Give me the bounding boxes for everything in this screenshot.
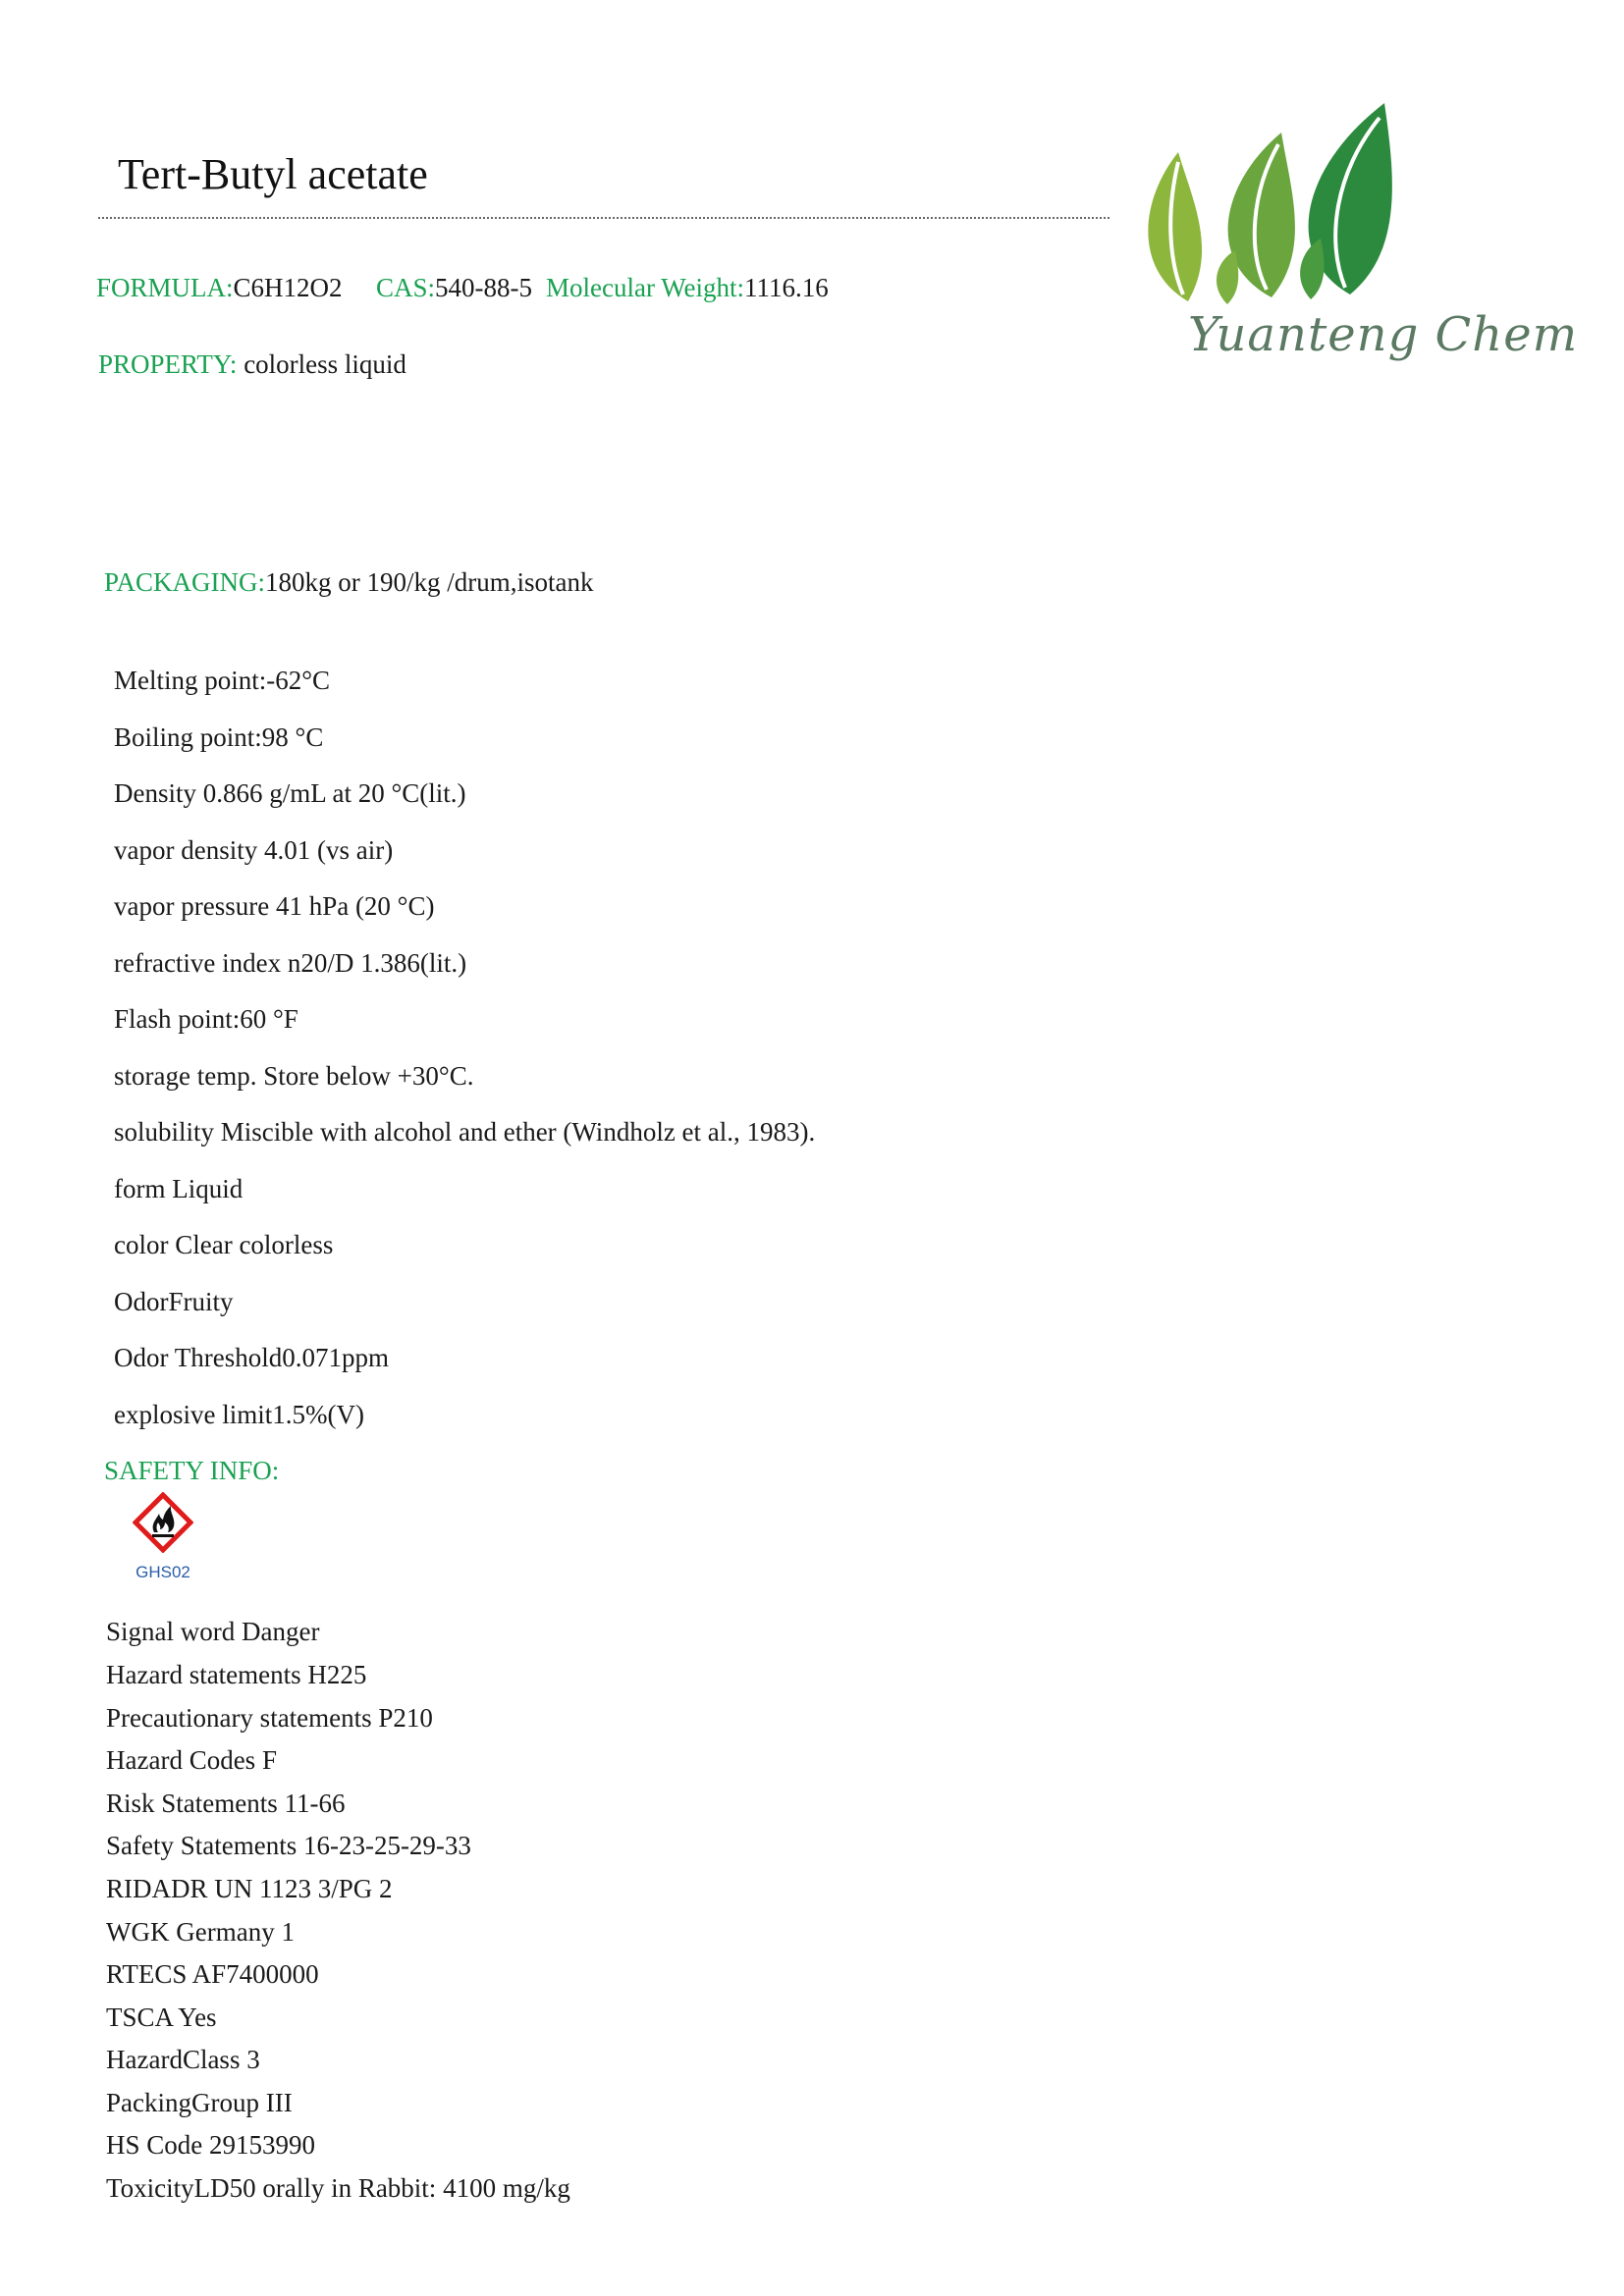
property-item: refractive index n20/D 1.386(lit.) xyxy=(114,948,467,978)
property-item: vapor pressure 41 hPa (20 °C) xyxy=(114,891,435,921)
page-title: Tert-Butyl acetate xyxy=(118,150,428,198)
cas-label: CAS: xyxy=(376,273,436,302)
safety-item: TSCA Yes xyxy=(106,2002,217,2032)
formula-label: FORMULA: xyxy=(96,273,234,302)
molecular-weight-line xyxy=(546,273,829,303)
cas-line xyxy=(376,273,532,303)
property-item: form Liquid xyxy=(114,1174,244,1203)
safety-item: Hazard statements H225 xyxy=(106,1660,367,1689)
mw-label: Molecular Weight: xyxy=(546,273,745,302)
cas-value: 540-88-5 xyxy=(435,273,533,302)
safety-heading: SAFETY INFO: xyxy=(104,1456,280,1485)
logo-text: Yuanteng Chem xyxy=(1188,307,1579,362)
safety-item: HazardClass 3 xyxy=(106,2045,260,2074)
property-item: Flash point:60 °F xyxy=(114,1004,298,1034)
formula-value: C6H12O2 xyxy=(233,273,343,302)
ghs-label: GHS02 xyxy=(135,1563,190,1581)
flame-icon xyxy=(133,1492,193,1553)
safety-item: WGK Germany 1 xyxy=(106,1917,295,1947)
safety-item: ToxicityLD50 orally in Rabbit: 4100 mg/kg xyxy=(106,2173,570,2203)
safety-item: RTECS AF7400000 xyxy=(106,1959,319,1989)
mw-value: 1116.16 xyxy=(744,273,829,302)
property-item: explosive limit1.5%(V) xyxy=(114,1400,364,1429)
packaging-value: 180kg or 190/kg /drum,isotank xyxy=(265,567,594,597)
property-item: storage temp. Store below +30°C. xyxy=(114,1061,474,1091)
company-logo xyxy=(1110,93,1579,388)
formula-line xyxy=(96,273,343,303)
safety-item: HS Code 29153990 xyxy=(106,2130,316,2160)
property-item: Odor Threshold0.071ppm xyxy=(114,1343,389,1372)
title-divider xyxy=(98,217,1110,219)
packaging-label: PACKAGING: xyxy=(104,567,266,597)
packaging-line xyxy=(104,567,594,598)
ghs-pictogram xyxy=(133,1492,193,1584)
property-item: Density 0.866 g/mL at 20 °C(lit.) xyxy=(114,778,466,808)
property-item: vapor density 4.01 (vs air) xyxy=(114,835,394,865)
property-item: Boiling point:98 °C xyxy=(114,722,324,752)
safety-item: Signal word Danger xyxy=(106,1617,320,1646)
property-item: Melting point:-62°C xyxy=(114,666,331,695)
safety-item: PackingGroup III xyxy=(106,2088,293,2117)
safety-item: Hazard Codes F xyxy=(106,1745,277,1775)
property-value: colorless liquid xyxy=(237,349,406,379)
property-label: PROPERTY: xyxy=(98,349,238,379)
safety-item: Risk Statements 11-66 xyxy=(106,1789,346,1818)
property-item: solubility Miscible with alcohol and ether (Windholz et al., 1983). xyxy=(114,1117,816,1147)
safety-item: Precautionary statements P210 xyxy=(106,1703,433,1733)
safety-item: RIDADR UN 1123 3/PG 2 xyxy=(106,1874,393,1903)
property-item: OdorFruity xyxy=(114,1287,234,1316)
property-line xyxy=(98,349,406,380)
safety-item: Safety Statements 16-23-25-29-33 xyxy=(106,1831,471,1860)
property-item: color Clear colorless xyxy=(114,1230,334,1259)
